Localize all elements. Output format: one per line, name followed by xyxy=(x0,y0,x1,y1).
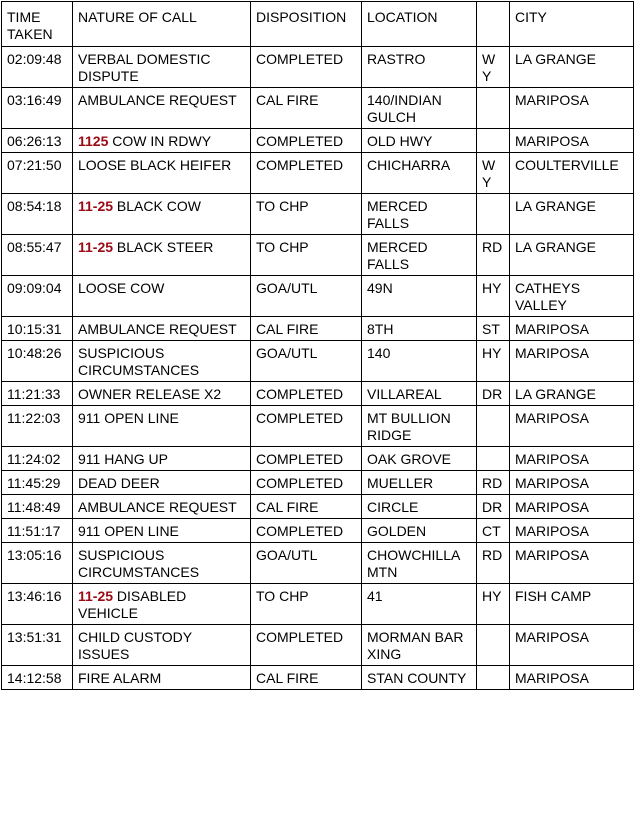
disposition-cell: COMPLETED xyxy=(251,382,362,406)
location-cell: CHOWCHILLA MTN xyxy=(362,543,477,584)
location-cell: MERCED FALLS xyxy=(362,235,477,276)
table-row xyxy=(2,129,634,153)
time-cell: 03:16:49 xyxy=(2,88,73,129)
nature-cell xyxy=(73,519,251,543)
time-cell: 11:21:33 xyxy=(2,382,73,406)
suffix-cell xyxy=(477,129,510,153)
table-row xyxy=(2,519,634,543)
nature-text: SUSPICIOUS CIRCUMSTANCES xyxy=(78,547,200,580)
nature-cell xyxy=(73,495,251,519)
disposition-cell: COMPLETED xyxy=(251,625,362,666)
time-cell: 10:48:26 xyxy=(2,341,73,382)
suffix-cell xyxy=(477,406,510,447)
time-cell: 07:21:50 xyxy=(2,153,73,194)
nature-text: OWNER RELEASE X2 xyxy=(78,386,222,402)
time-cell: 10:15:31 xyxy=(2,317,73,341)
nature-text: BLACK COW xyxy=(113,198,201,214)
suffix-cell xyxy=(477,447,510,471)
city-cell: MARIPOSA xyxy=(510,317,634,341)
nature-text: 911 OPEN LINE xyxy=(78,523,179,539)
nature-cell xyxy=(73,584,251,625)
disposition-cell: GOA/UTL xyxy=(251,341,362,382)
suffix-cell: DR xyxy=(477,382,510,406)
city-cell: LA GRANGE xyxy=(510,235,634,276)
nature-text: DEAD DEER xyxy=(78,475,160,491)
disposition-cell: CAL FIRE xyxy=(251,88,362,129)
disposition-cell: CAL FIRE xyxy=(251,495,362,519)
nature-cell xyxy=(73,471,251,495)
header-time xyxy=(2,2,73,47)
call-code: 1125 xyxy=(78,133,109,149)
location-cell: GOLDEN xyxy=(362,519,477,543)
table-row xyxy=(2,471,634,495)
suffix-cell: WY xyxy=(477,47,510,88)
table-row xyxy=(2,235,634,276)
nature-text: AMBULANCE REQUEST xyxy=(78,321,237,337)
table-row xyxy=(2,341,634,382)
header-city: CITY xyxy=(510,2,634,47)
nature-text: FIRE ALARM xyxy=(78,670,162,686)
disposition-cell: TO CHP xyxy=(251,235,362,276)
table-row xyxy=(2,495,634,519)
nature-text: AMBULANCE REQUEST xyxy=(78,92,237,108)
nature-text: 911 HANG UP xyxy=(78,451,168,467)
nature-cell xyxy=(73,235,251,276)
table-row xyxy=(2,406,634,447)
time-cell: 02:09:48 xyxy=(2,47,73,88)
location-cell: 8TH xyxy=(362,317,477,341)
disposition-cell: CAL FIRE xyxy=(251,317,362,341)
suffix-cell: DR xyxy=(477,495,510,519)
disposition-cell: COMPLETED xyxy=(251,471,362,495)
city-cell: MARIPOSA xyxy=(510,625,634,666)
header-row xyxy=(2,2,634,47)
header-suffix xyxy=(477,2,510,47)
nature-text: AMBULANCE REQUEST xyxy=(78,499,237,515)
nature-cell xyxy=(73,406,251,447)
city-cell: MARIPOSA xyxy=(510,519,634,543)
city-cell: LA GRANGE xyxy=(510,194,634,235)
nature-cell xyxy=(73,276,251,317)
city-cell: MARIPOSA xyxy=(510,447,634,471)
city-cell: MARIPOSA xyxy=(510,543,634,584)
table-row xyxy=(2,47,634,88)
location-cell: STAN COUNTY xyxy=(362,666,477,690)
suffix-cell: RD xyxy=(477,471,510,495)
nature-cell xyxy=(73,625,251,666)
nature-text: COW IN RDWY xyxy=(108,133,212,149)
call-log-body xyxy=(2,2,634,690)
nature-cell xyxy=(73,88,251,129)
nature-cell xyxy=(73,341,251,382)
city-cell: MARIPOSA xyxy=(510,666,634,690)
nature-text: CHILD CUSTODY ISSUES xyxy=(78,629,192,662)
nature-cell xyxy=(73,153,251,194)
call-log-table xyxy=(1,1,634,690)
time-cell: 13:46:16 xyxy=(2,584,73,625)
city-cell: MARIPOSA xyxy=(510,495,634,519)
nature-text: LOOSE BLACK HEIFER xyxy=(78,157,232,173)
table-row xyxy=(2,88,634,129)
city-cell: MARIPOSA xyxy=(510,341,634,382)
nature-cell xyxy=(73,447,251,471)
suffix-cell xyxy=(477,88,510,129)
nature-cell xyxy=(73,543,251,584)
table-row xyxy=(2,543,634,584)
time-cell: 09:09:04 xyxy=(2,276,73,317)
table-row xyxy=(2,666,634,690)
header-location: LOCATION xyxy=(362,2,477,47)
table-row xyxy=(2,382,634,406)
nature-cell xyxy=(73,47,251,88)
nature-cell xyxy=(73,666,251,690)
time-cell: 11:22:03 xyxy=(2,406,73,447)
nature-text: DISABLED VEHICLE xyxy=(78,588,187,621)
location-cell: 49N xyxy=(362,276,477,317)
time-cell: 11:24:02 xyxy=(2,447,73,471)
suffix-cell xyxy=(477,194,510,235)
disposition-cell: CAL FIRE xyxy=(251,666,362,690)
suffix-cell: WY xyxy=(477,153,510,194)
table-row xyxy=(2,625,634,666)
city-cell: FISH CAMP xyxy=(510,584,634,625)
location-cell: VILLAREAL xyxy=(362,382,477,406)
time-cell: 14:12:58 xyxy=(2,666,73,690)
disposition-cell: COMPLETED xyxy=(251,406,362,447)
location-cell: MERCED FALLS xyxy=(362,194,477,235)
nature-text: SUSPICIOUS CIRCUMSTANCES xyxy=(78,345,200,378)
suffix-cell: HY xyxy=(477,276,510,317)
suffix-cell: RD xyxy=(477,235,510,276)
time-cell: 08:54:18 xyxy=(2,194,73,235)
city-cell: CATHEYS VALLEY xyxy=(510,276,634,317)
suffix-cell: CT xyxy=(477,519,510,543)
nature-cell xyxy=(73,129,251,153)
header-time-line1: TIME xyxy=(7,9,41,25)
suffix-cell: RD xyxy=(477,543,510,584)
call-code: 11-25 xyxy=(78,588,114,604)
nature-text: VERBAL DOMESTIC DISPUTE xyxy=(78,51,211,84)
nature-text: BLACK STEER xyxy=(113,239,214,255)
suffix-cell: HY xyxy=(477,341,510,382)
city-cell: LA GRANGE xyxy=(510,382,634,406)
table-row xyxy=(2,153,634,194)
disposition-cell: COMPLETED xyxy=(251,153,362,194)
table-row xyxy=(2,584,634,625)
disposition-cell: TO CHP xyxy=(251,584,362,625)
time-cell: 08:55:47 xyxy=(2,235,73,276)
suffix-cell xyxy=(477,666,510,690)
header-nature: NATURE OF CALL xyxy=(73,2,251,47)
header-time-line2: TAKEN xyxy=(7,26,53,42)
disposition-cell: GOA/UTL xyxy=(251,543,362,584)
nature-text: 911 OPEN LINE xyxy=(78,410,179,426)
location-cell: 41 xyxy=(362,584,477,625)
location-cell: OAK GROVE xyxy=(362,447,477,471)
location-cell: CHICHARRA xyxy=(362,153,477,194)
time-cell: 11:51:17 xyxy=(2,519,73,543)
disposition-cell: TO CHP xyxy=(251,194,362,235)
disposition-cell: GOA/UTL xyxy=(251,276,362,317)
city-cell: MARIPOSA xyxy=(510,471,634,495)
disposition-cell: COMPLETED xyxy=(251,129,362,153)
location-cell: CIRCLE xyxy=(362,495,477,519)
location-cell: MORMAN BAR XING xyxy=(362,625,477,666)
call-code: 11-25 xyxy=(78,198,114,214)
table-row xyxy=(2,194,634,235)
time-cell: 13:05:16 xyxy=(2,543,73,584)
disposition-cell: COMPLETED xyxy=(251,447,362,471)
time-cell: 11:48:49 xyxy=(2,495,73,519)
location-cell: MUELLER xyxy=(362,471,477,495)
disposition-cell: COMPLETED xyxy=(251,47,362,88)
disposition-cell: COMPLETED xyxy=(251,519,362,543)
location-cell: 140/INDIAN GULCH xyxy=(362,88,477,129)
header-disposition: DISPOSITION xyxy=(251,2,362,47)
location-cell: OLD HWY xyxy=(362,129,477,153)
city-cell: MARIPOSA xyxy=(510,129,634,153)
nature-cell xyxy=(73,317,251,341)
call-code: 11-25 xyxy=(78,239,114,255)
location-cell: 140 xyxy=(362,341,477,382)
city-cell: COULTERVILLE xyxy=(510,153,634,194)
nature-cell xyxy=(73,194,251,235)
suffix-cell: HY xyxy=(477,584,510,625)
table-row xyxy=(2,276,634,317)
time-cell: 06:26:13 xyxy=(2,129,73,153)
suffix-cell: ST xyxy=(477,317,510,341)
table-row xyxy=(2,317,634,341)
table-row xyxy=(2,447,634,471)
city-cell: MARIPOSA xyxy=(510,88,634,129)
nature-text: LOOSE COW xyxy=(78,280,165,296)
suffix-cell xyxy=(477,625,510,666)
nature-cell xyxy=(73,382,251,406)
city-cell: MARIPOSA xyxy=(510,406,634,447)
time-cell: 11:45:29 xyxy=(2,471,73,495)
location-cell: RASTRO xyxy=(362,47,477,88)
location-cell: MT BULLION RIDGE xyxy=(362,406,477,447)
city-cell: LA GRANGE xyxy=(510,47,634,88)
time-cell: 13:51:31 xyxy=(2,625,73,666)
